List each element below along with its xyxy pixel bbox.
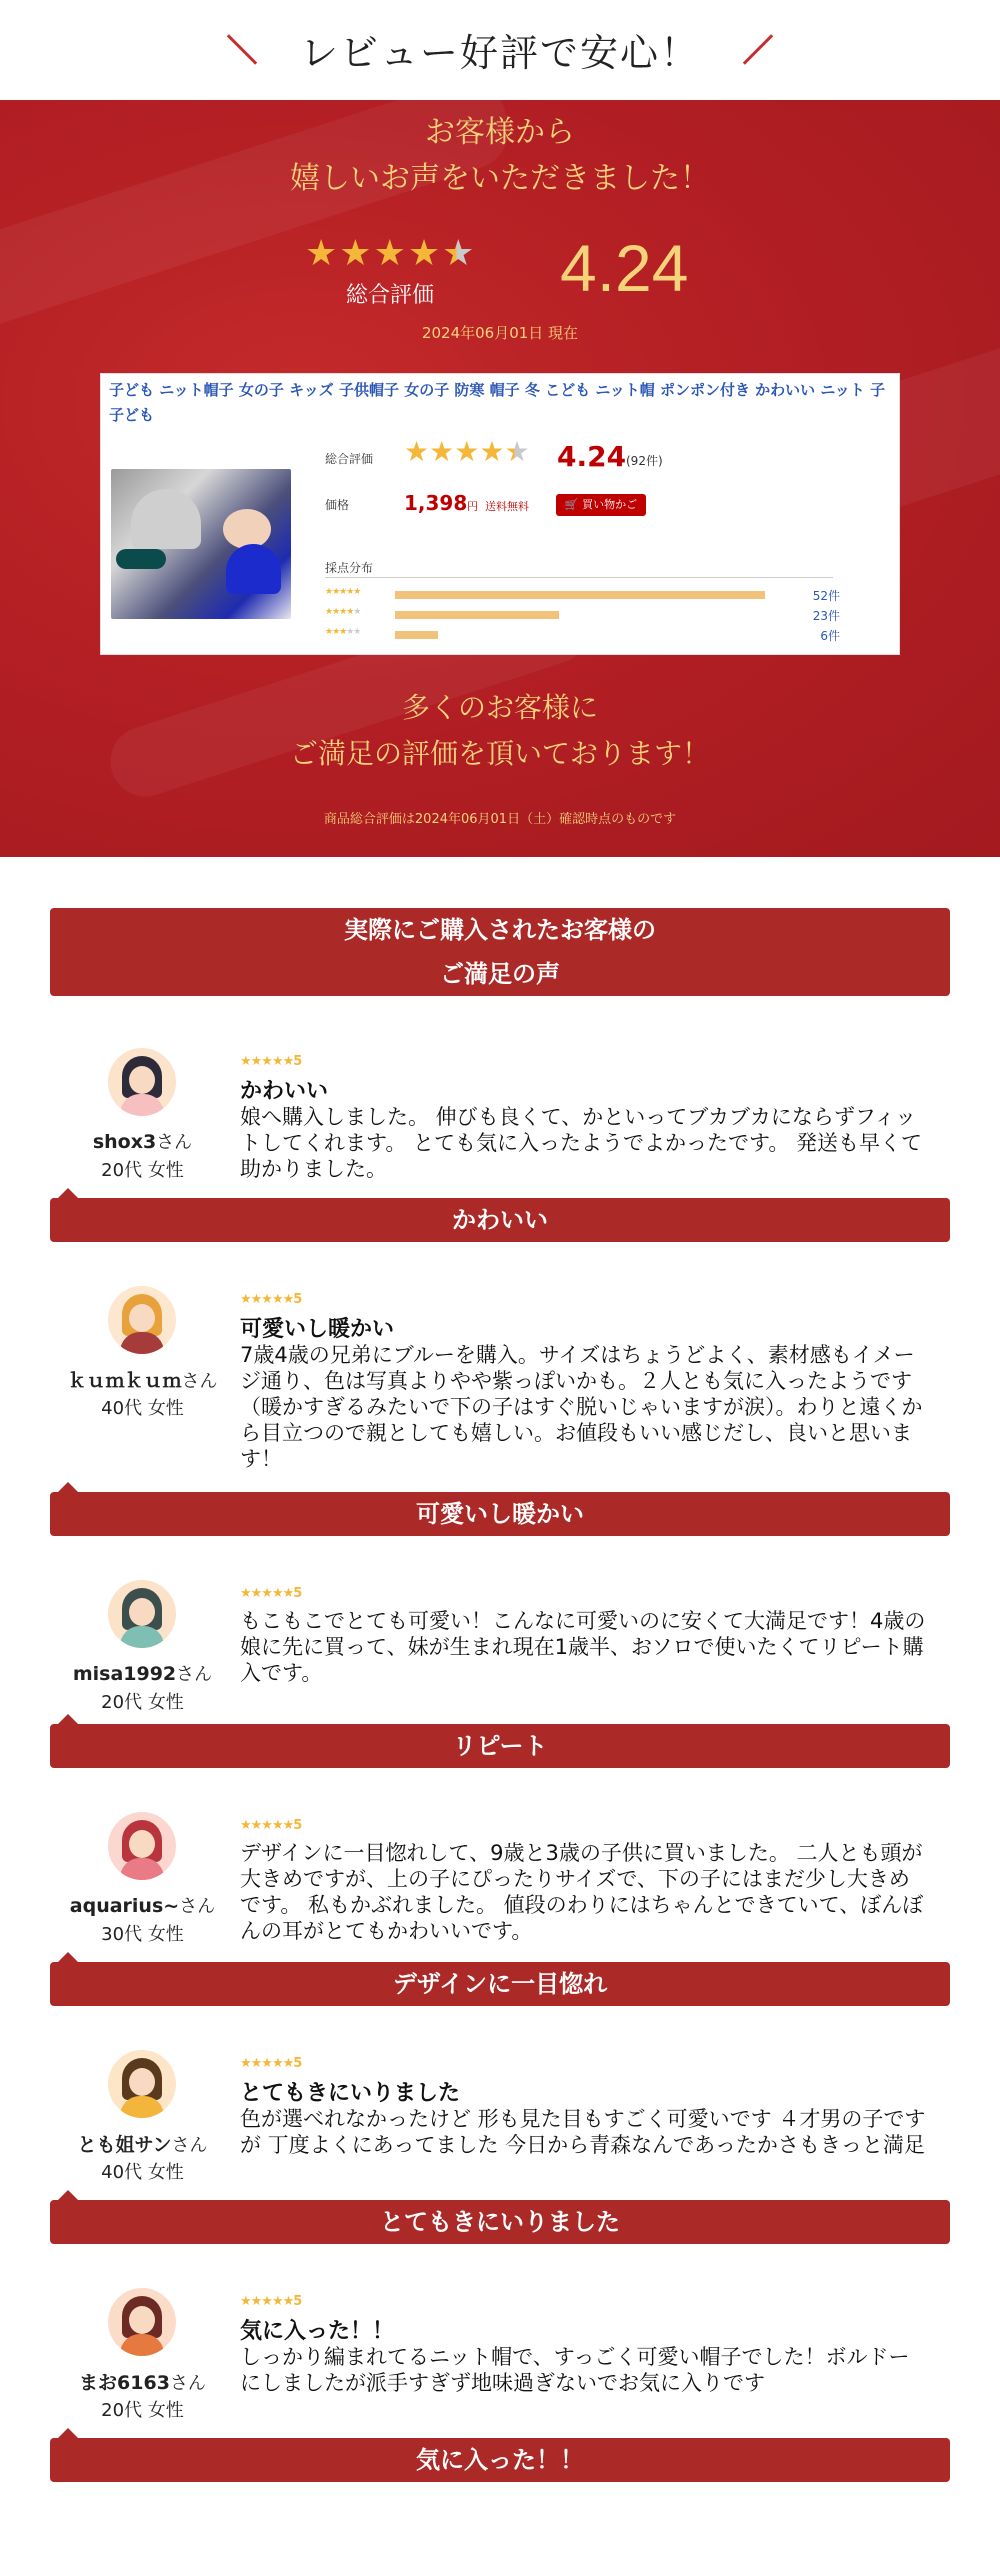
reviewer-name: aquarius~さん [69, 1895, 216, 1917]
avatar [108, 1812, 176, 1880]
review-stars-icon: ★★★★★5 [240, 1818, 302, 1833]
reviewer-meta: 20代 女性 [101, 1692, 184, 1713]
tail-line-2: ご満足の評価を頂いております！ [289, 737, 710, 770]
star-icon: ★ [454, 435, 480, 468]
avatar [108, 2050, 176, 2118]
cart-icon: 🛒 [564, 498, 579, 511]
review-tag: リピート [50, 1724, 950, 1768]
stars-3-icon: ★★★★★ [325, 627, 361, 637]
price-label: 価格 [325, 498, 350, 512]
lead-line-1: お客様から [425, 115, 575, 150]
avatar [108, 1286, 176, 1354]
review-body: 娘へ購入しました。 伸びも良くて、かといってブカブカにならずフィットしてくれます。 とても気に入ったようでよかったです。 発送も早くて助かりました。 [240, 1105, 922, 1181]
reviewer-name: とも姐サンさん [77, 2134, 208, 2156]
overall-rating-label: 総合評価 [345, 283, 434, 308]
reviewer-name: misa1992さん [72, 1663, 213, 1685]
banner-note: 商品総合評価は2024年06月01日（土）確認時点のものです [323, 812, 677, 827]
star-half-icon: ★ [504, 435, 530, 468]
review-tag: 気に入った！！ [50, 2438, 950, 2482]
star-icon: ★ [407, 233, 441, 274]
avatar [108, 1048, 176, 1116]
reviewer-meta: 40代 女性 [101, 1398, 184, 1419]
star-icon: ★ [429, 435, 455, 468]
star-icon: ★ [373, 233, 406, 274]
distribution-row-3[interactable] [325, 626, 840, 642]
star-icon: ★ [305, 233, 338, 274]
review-body: もこもこでとても可愛い！こんなに可愛いのに安くて大満足です！4歳の娘に先に買って、妹が生まれ現在1歳半、おソロで使いたくてリピート購入です。 [240, 1609, 926, 1685]
banner-tail [0, 685, 1000, 777]
rating-banner [0, 100, 1000, 857]
page-header [0, 0, 1000, 100]
product-rating-score: 4.24 [557, 440, 627, 473]
review-title: とてもきにいりました [240, 2081, 461, 2106]
rating-date: 2024年06月01日 現在 [421, 324, 579, 342]
avatar [108, 2288, 176, 2356]
star-icon: ★ [339, 233, 372, 274]
review-stars-icon: ★★★★★5 [240, 1054, 302, 1069]
distribution-label: 採点分布 [325, 561, 374, 575]
reviewer-name: ｋｕｍｋｕｍさん [67, 1370, 218, 1392]
product-rating-count[interactable]: (92件) [626, 454, 663, 468]
review-tag: とてもきにいりました [50, 2200, 950, 2244]
product-panel [100, 373, 900, 655]
distribution-count[interactable]: 52件 [812, 589, 840, 603]
distribution-row-4[interactable] [325, 606, 840, 622]
price-unit: 円 [467, 500, 478, 513]
review-body: デザインに一目惚れして、9歳と3歳の子供に買いました。 二人とも頭が大きめですが、上の子にぴったりサイズで、下の子にはまだ少し大きめです。 私もかぶれました。 値段のわりにはちゃんとできていて、ぼんぼんの耳がとてもかわいいです。 [240, 1841, 924, 1943]
overall-stars [305, 233, 475, 274]
review-stars-icon: ★★★★★5 [240, 2056, 302, 2071]
review-body: 7歳4歳の兄弟にブルーを購入。サイズはちょうどよく、素材感もイメージ通り、色は写真よりやや紫っぽいかも。２人とも気に入ったようです（暖かすぎるみたいで下の子はすぐ脱いじゃいますが涙）。わりと遠くから目立つので親としても嬉しい。お値段もいい感じだし、良いと思います！ [240, 1343, 923, 1471]
review-body: しっかり編まれてるニット帽で、すっごく可愛い帽子でした！ボルドーにしましたが派手すぎず地味過ぎないでお気に入りです [240, 2345, 910, 2395]
star-icon: ★ [479, 435, 505, 468]
cart-button-label: 買い物かご [582, 498, 638, 511]
reviewer-name: まお6163さん [79, 2372, 206, 2394]
star-half-icon: ★ [442, 233, 475, 274]
reviewer-meta: 20代 女性 [101, 2400, 184, 2421]
voice-heading-line-1: 実際にご購入されたお客様の [344, 916, 656, 944]
review-stars-icon: ★★★★★5 [240, 1292, 302, 1307]
shipping-label: 送料無料 [485, 500, 529, 513]
tail-line-1: 多くのお客様に [401, 691, 598, 724]
cart-button[interactable] [556, 494, 646, 516]
review-title: かわいい [240, 1079, 329, 1104]
review-tag: かわいい [50, 1198, 950, 1242]
divider [325, 577, 833, 578]
product-stars [404, 435, 530, 468]
product-title-link[interactable]: 子ども ニット帽子 女の子 キッズ 子供帽子 女の子 防寒 帽子 冬 こども ニット帽 ポンポン付き かわいい ニット 子 子ども [109, 381, 886, 424]
distribution-count[interactable]: 6件 [820, 629, 840, 643]
stars-4-icon: ★★★★★ [325, 607, 361, 617]
reviewer-meta: 30代 女性 [101, 1924, 184, 1945]
star-icon: ★ [404, 435, 430, 468]
reviewer-meta: 20代 女性 [101, 1160, 184, 1181]
review-body: 色が選べれなかったけど 形も見た目もすごく可愛いです ４才男の子ですが 丁度よくにあってました 今日から青森なんであったかさもきっと満足 [240, 2107, 926, 2157]
lead-line-2: 嬉しいお声をいただきました！ [290, 161, 710, 196]
price-value: 1,398 [404, 491, 468, 515]
review-stars-icon: ★★★★★5 [240, 2294, 302, 2309]
distribution-bar [395, 611, 559, 619]
review-title: 可愛いし暖かい [240, 1317, 395, 1342]
banner-lead [0, 110, 1000, 202]
reviewer-meta: 40代 女性 [101, 2162, 184, 2183]
distribution-count[interactable]: 23件 [812, 609, 840, 623]
review-tag: 可愛いし暖かい [50, 1492, 950, 1536]
review-title: 気に入った！！ [240, 2319, 395, 2344]
reviewer-name: shox3さん [92, 1131, 193, 1153]
distribution-row-5[interactable] [325, 586, 840, 602]
review-tag: デザインに一目惚れ [50, 1962, 950, 2006]
stars-5-icon: ★★★★★ [325, 587, 361, 597]
voice-heading-line-2: ご満足の声 [440, 960, 560, 988]
product-photo[interactable] [111, 469, 291, 619]
page-title: レビュー好評で安心！ [299, 31, 700, 75]
overall-rating-score: 4.24 [560, 231, 689, 305]
distribution-bar [395, 591, 765, 599]
review-stars-icon: ★★★★★5 [240, 1586, 302, 1601]
distribution-bar [395, 631, 438, 639]
voice-section-heading [50, 908, 950, 996]
avatar [108, 1580, 176, 1648]
product-rating-label: 総合評価 [325, 452, 374, 466]
